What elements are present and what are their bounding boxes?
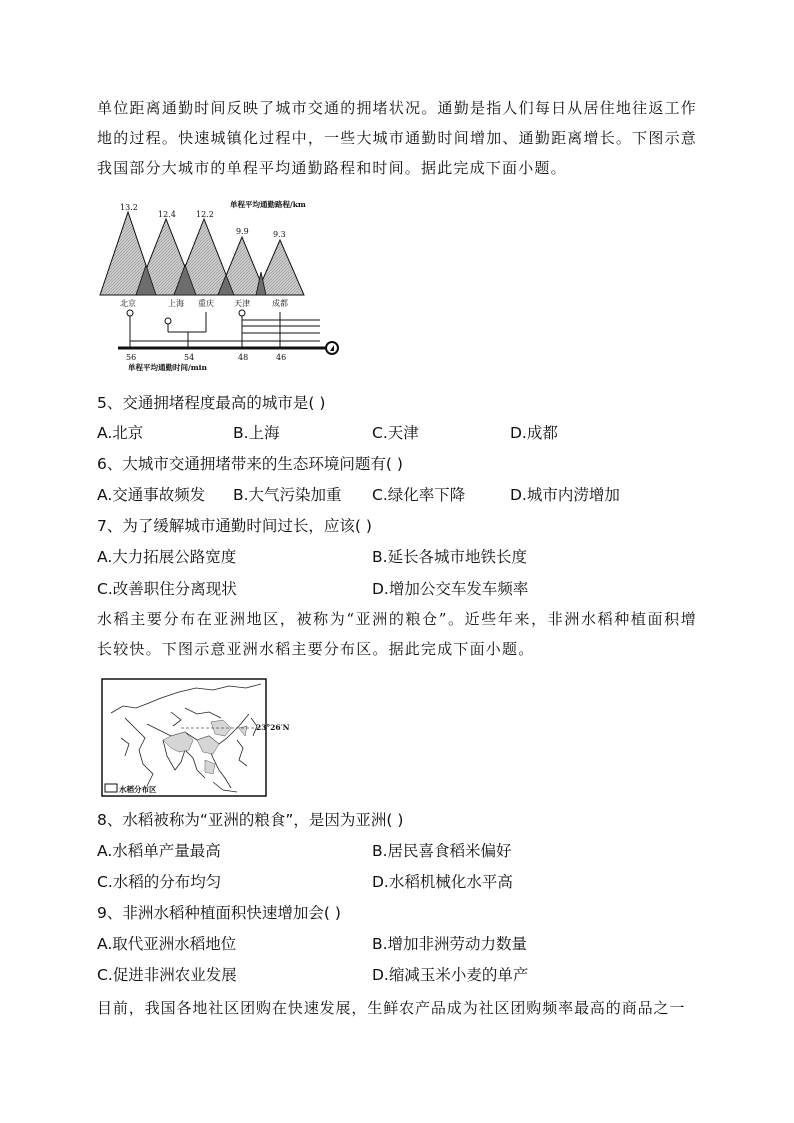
- q5-option-a[interactable]: A.北京: [97, 424, 144, 442]
- time-label-54: 54: [184, 353, 195, 362]
- q5-option-d[interactable]: D.成都: [510, 424, 558, 442]
- city-label-beijing: 北京: [120, 299, 136, 308]
- time-axis-title: 单程平均通勤时间/min: [128, 363, 207, 372]
- q9-option-c[interactable]: C.促进非洲农业发展: [97, 966, 237, 984]
- intro-paragraph-commute: 单位距离通勤时间反映了城市交通的拥堵状况。通勤是指人们每日从居住地往返工作地的过程。快速城镇化过程中，一些大城市通勤时间增加、通勤距离增长。下图示意我国部分大城市的单程平均通勤路程和时间。据此完成下面小题。: [97, 99, 697, 177]
- q8-option-c[interactable]: C.水稻的分布均匀: [97, 873, 222, 891]
- city-label-chongqing: 重庆: [198, 299, 214, 308]
- distance-label-chongqing: 12.2: [196, 210, 214, 219]
- intro-paragraph-rice: 水稻主要分布在亚洲地区，被称为“亚洲的粮仓”。近些年来，非洲水稻种植面积增长较快。下图示意亚洲水稻主要分布区。据此完成下面小题。: [97, 610, 697, 658]
- q7-option-a[interactable]: A.大力拓展公路宽度: [97, 548, 237, 566]
- q6-option-c[interactable]: C.绿化率下降: [372, 486, 466, 504]
- distance-axis-title: 单程平均通勤路程/km: [230, 200, 306, 209]
- question-5-stem: 5、交通拥堵程度最高的城市是( ): [97, 394, 326, 412]
- city-label-shanghai: 上海: [168, 299, 184, 308]
- q7-option-c[interactable]: C.改善职住分离现状: [97, 580, 237, 598]
- q7-option-b[interactable]: B.延长各城市地铁长度: [372, 548, 528, 566]
- q9-option-d[interactable]: D.缩减玉米小麦的单产: [372, 966, 529, 984]
- q9-option-b[interactable]: B.增加非洲劳动力数量: [372, 935, 528, 953]
- question-6-stem: 6、大城市交通拥堵带来的生态环境问题有( ): [97, 455, 403, 473]
- q5-option-b[interactable]: B.上海: [233, 424, 280, 442]
- distance-label-beijing: 13.2: [120, 203, 138, 212]
- city-label-chengdu: 成都: [272, 299, 288, 308]
- commute-chart: [98, 200, 348, 372]
- time-label-46: 46: [276, 353, 287, 362]
- q6-option-b[interactable]: B.大气污染加重: [233, 486, 342, 504]
- question-9-stem: 9、非洲水稻种植面积快速增加会( ): [97, 904, 341, 922]
- q7-option-d[interactable]: D.增加公交车发车频率: [372, 580, 529, 598]
- q6-option-d[interactable]: D.城市内涝增加: [510, 486, 620, 504]
- q8-option-b[interactable]: B.居民喜食稻米偏好: [372, 842, 512, 860]
- question-7-stem: 7、为了缓解城市通勤时间过长，应该( ): [97, 517, 372, 535]
- q8-option-a[interactable]: A.水稻单产量最高: [97, 842, 221, 860]
- map-legend-label: 水稻分布区: [119, 785, 157, 794]
- rice-distribution-map: [101, 678, 267, 798]
- q6-option-a[interactable]: A.交通事故频发: [97, 486, 206, 504]
- q5-option-c[interactable]: C.天津: [372, 424, 419, 442]
- question-8-stem: 8、水稻被称为“亚洲的粮食”，是因为亚洲( ): [97, 811, 404, 829]
- distance-label-chengdu: 9.3: [273, 230, 286, 239]
- q9-option-a[interactable]: A.取代亚洲水稻地位: [97, 935, 237, 953]
- city-label-tianjin: 天津: [234, 299, 250, 308]
- intro-paragraph-group-buying: 目前，我国各地社区团购在快速发展，生鲜农产品成为社区团购频率最高的商品之一: [97, 999, 686, 1017]
- map-latitude-label: 23°26′N: [256, 723, 290, 732]
- time-label-48: 48: [238, 353, 249, 362]
- distance-label-shanghai: 12.4: [158, 210, 176, 219]
- distance-label-tianjin: 9.9: [236, 227, 249, 236]
- q8-option-d[interactable]: D.水稻机械化水平高: [372, 873, 513, 891]
- time-label-56: 56: [126, 353, 137, 362]
